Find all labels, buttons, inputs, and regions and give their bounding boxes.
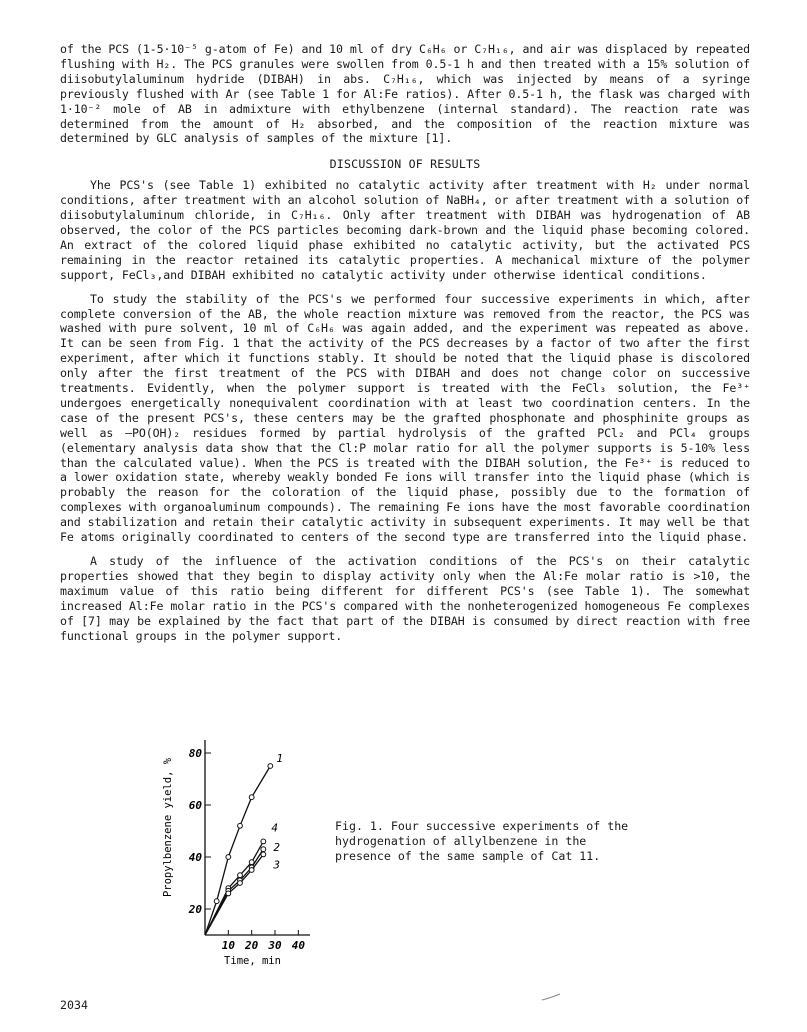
y-tick-label: 60 [188, 799, 202, 812]
x-axis-label: Time, min [224, 955, 281, 967]
series-label: 2 [273, 841, 280, 855]
figure-caption: Fig. 1. Four successive experiments of the hydrogenation of allylbenzene in the presence of the same sample of Cat 11. [335, 819, 629, 863]
series-line-1 [205, 766, 270, 935]
series-line-2 [205, 849, 263, 935]
x-tick-label: 20 [245, 939, 259, 952]
x-tick-label: 40 [291, 939, 305, 952]
y-tick-label: 20 [188, 903, 202, 916]
data-point [226, 891, 231, 896]
article-body [60, 42, 750, 643]
y-tick-label: 80 [188, 747, 202, 760]
section-heading: DISCUSSION OF RESULTS [329, 157, 481, 172]
data-point [249, 868, 254, 873]
data-point [214, 899, 219, 904]
data-point [226, 855, 231, 860]
data-point [268, 764, 273, 769]
x-tick-label: 10 [221, 939, 235, 952]
series-label: 4 [271, 821, 278, 835]
paragraph-results-2: To study the stability of the PCS's we performed four successive experiments in which, after complete conversion of the AB, the whole reaction mixture was removed from the reactor, the PCS was washed with pure solvent, 10 ml of C₆H₆ was again added, and the experiment was repeated as above. It can be seen from Fig. 1 that the activity of the PCS decreases by a factor of two after the first experiment, after which it functions stably. It should be noted that the liquid phase is discolored only after the first treatment of the PCS with DIBAH and does not change color on successive treatments. Evidently, when the polymer support is treated with the FeCl₃ solution, the Fe³⁺ undergoes energetically nonequivalent coordination with at least two coordination centers. In the case of the present PCS's, these centers may be the grafted phosphonate and phosphinite groups as well as —PO(OH)₂ residues formed by partial hydrolysis of the grafted PCl₂ and PCl₄ groups (elementary analysis data show that the Cl:P molar ratio for all the polymer supports is 5-10% less than the calculated value). When the PCS is treated with the DIBAH solution, the Fe³⁺ is reduced to a lower oxidation state, whereby weakly bonded Fe ions will transfer into the liquid phase (which is probably the reason for the coloration of the liquid phase, possibly due to the formation of complexes with organoaluminum compounds). The remaining Fe ions have the most favorable coordination and stabilization and retain their catalytic activity in subsequent experiments. It may well be that Fe atoms originally coordinated to centers of the second type are transferred into the liquid phase. [60, 291, 750, 545]
data-point [238, 873, 243, 878]
page-number: 2034 [60, 998, 88, 1012]
paragraph-methods: of the PCS (1-5·10⁻⁵ g-atom of Fe) and 10 ml of dry C₆H₆ or C₇H₁₆, and air was displaced by repeated flushing with H₂. The PCS granules were swollen from 0.5-1 h and then treated with a 15% solution of diisobutylaluminum hydride (DIBAH) in abs. C₇H₁₆, which was injected by means of a syringe previously flushed with Ar (see Table 1 for Al:Fe ratios). After 0.5-1 h, the flask was charged with 1·10⁻² mole of AB in admixture with ethylbenzene (internal standard). The reaction rate was determined from the amount of H₂ absorbed, and the composition of the reaction mixture was determined by GLC analysis of samples of the mixture [1]. [60, 42, 750, 146]
data-point [261, 847, 266, 852]
data-point [238, 881, 243, 886]
pen-mark-icon [540, 992, 564, 1002]
data-point [261, 852, 266, 857]
series-label: 3 [273, 858, 280, 872]
paragraph-results-3: A study of the influence of the activation conditions of the PCS's on their catalytic properties showed that they begin to display activity only when the Al:Fe molar ratio is >10, the maximum value of this ratio being different for different PCS's (see Table 1). The somewhat increased Al:Fe molar ratio in the PCS's compared with the nonheterogenized homogeneous Fe complexes of [7] may be explained by the fact that part of the DIBAH is consumed by direct reaction with free functional groups in the polymer support. [60, 554, 750, 643]
series-line-3 [205, 854, 263, 935]
y-tick-label: 40 [188, 851, 202, 864]
data-point [249, 795, 254, 800]
x-tick-label: 30 [268, 939, 282, 952]
paragraph-results-1: Yhe PCS's (see Table 1) exhibited no catalytic activity after treatment with H₂ under normal conditions, after treatment with an alcohol solution of NaBH₄, or after treatment with a solution of diisobutylaluminum chloride, in C₇H₁₆. Only after treatment with DIBAH was hydrogenation of AB observed, the color of the PCS particles becoming dark-brown and the liquid phase becoming colored. An extract of the colored liquid phase exhibited no catalytic activity, but the activated PCS remaining in the reactor retained its catalytic properties. A mechanical mixture of the polymer support, FeCl₃,and DIBAH exhibited no catalytic activity under otherwise identical conditions. [60, 178, 750, 282]
data-point [238, 823, 243, 828]
y-axis-label: Propylbenzene yield, % [162, 757, 174, 898]
data-point [261, 839, 266, 844]
series-label: 1 [276, 752, 283, 765]
